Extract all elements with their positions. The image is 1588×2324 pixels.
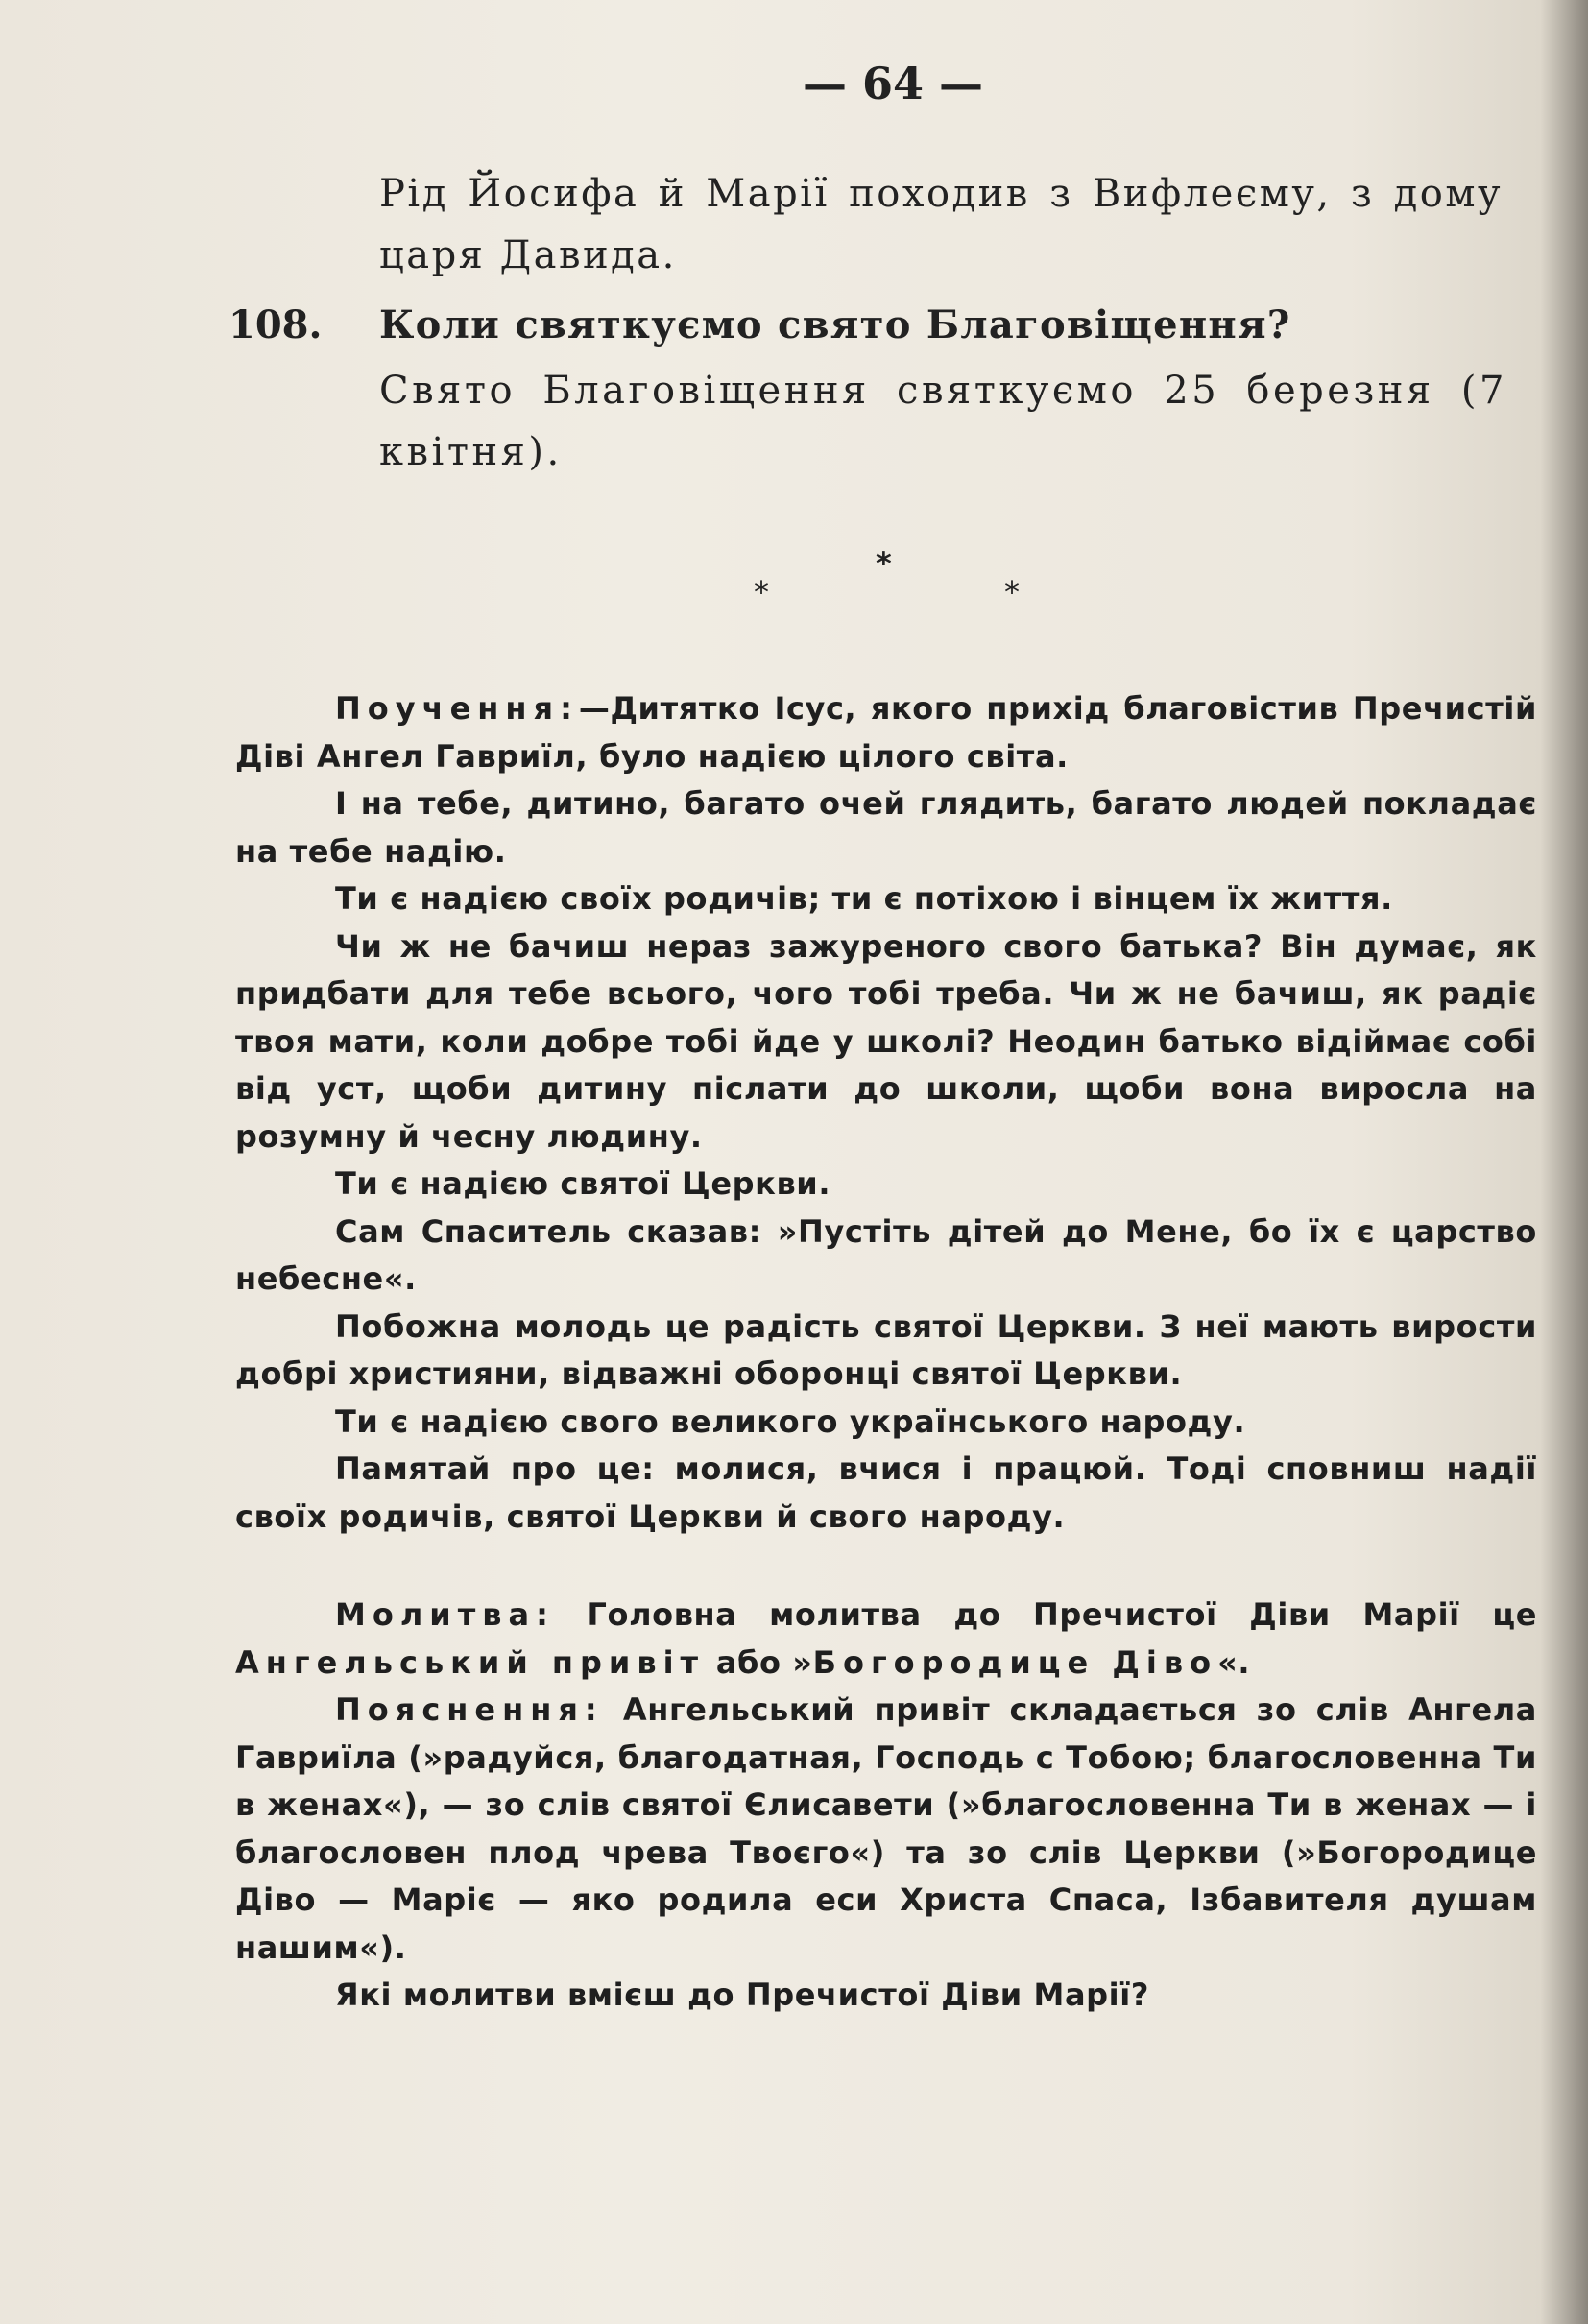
lesson-body [235,685,1537,2020]
section-gap [235,1541,1537,1592]
pouchennia-paragraph: Побожна молодь це радість святої Церкви. З неї мають вирости добрі християни, відважні оборонці святої Церкви. [235,1307,1537,1392]
separator-star: * [754,574,769,611]
pouchennia-text: —Дитятко Ісус, якого прихід благовістив Пречистій Діві Ангел Гавриїл, було надією цілого світа. [235,690,1537,775]
molytva-spaced-term: Богородице Діво [812,1643,1218,1681]
pouchennia-paragraph: Сам Спаситель сказав: »Пустіть дітей до Мене, бо їх є царство небесне«. [235,1212,1537,1297]
poiasnennia-label: Пояснення: [335,1691,604,1728]
molytva-spaced-term: Ангельський привіт [235,1643,706,1681]
molytva-text: «. [1217,1643,1251,1681]
pouchennia-paragraph: Ти є надією святої Церкви. [335,1165,831,1202]
poiasnennia-text: Ангельський привіт складається зо слів Ангела Гавриїла (»радуйся, благодатная, Господь с Тобою; благословенна Ти в женах«), — зо слів святої Єлисавети (»благословенна Ти в женах — і благословен плод чрева Твоєго«) та зо слів Церкви (»Богородице Діво — Маріє — яко родила еси Христа Спаса, Ізбавителя душам нашим«). [235,1691,1537,1966]
poiasnennia-paragraph [235,1687,1537,1972]
molytva-text: Головна молитва до Пречистої Діви Марії це [587,1596,1537,1633]
question-answer: Свято Благовіщення святкуємо 25 березня (7 квітня). [379,369,1507,474]
molytva-label: Молитва: [335,1596,555,1633]
pouchennia-paragraph: Ти є надією своїх родичів; ти є потіхою і вінцем їх життя. [335,880,1393,917]
molytva-paragraph [235,1592,1537,1687]
intro-paragraph: Рід Йосифа й Марії походив з Вифлеєму, з дому царя Давида. [379,172,1503,277]
final-question: Які молитви вмієш до Пречистої Діви Марії? [335,1977,1149,2013]
question-text: Коли святкуємо свято Благовіщення? [379,302,1291,347]
pouchennia-paragraph [235,685,1537,780]
question-number: 108. [229,302,323,347]
page-number: — 64 — [802,58,984,109]
pouchennia-paragraph: Чи ж не бачиш нераз зажуреного свого батька? Він думає, як придбати для тебе всього, чого тобі треба. Чи ж не бачиш, як радіє твоя мати, коли добре тобі йде у школі? Неодин батько відіймає собі від уст, щоби дитину післати до школи, щоби вона виросла на розумну й чесну людину. [235,927,1537,1155]
section-separator [0,545,1588,622]
separator-star: * [876,545,892,582]
pouchennia-label: Поучення: [335,690,579,727]
separator-star: * [1004,574,1020,611]
molytva-text: або » [715,1643,813,1681]
pouchennia-paragraph: І на тебе, дитино, багато очей глядить, багато людей покладає на тебе надію. [235,785,1537,870]
pouchennia-paragraph: Памятай про це: молися, вчися і працюй. Тоді сповниш надії своїх родичів, святої Церкви й свого народу. [235,1450,1537,1535]
pouchennia-paragraph: Ти є надією свого великого українського народу. [335,1402,1246,1440]
